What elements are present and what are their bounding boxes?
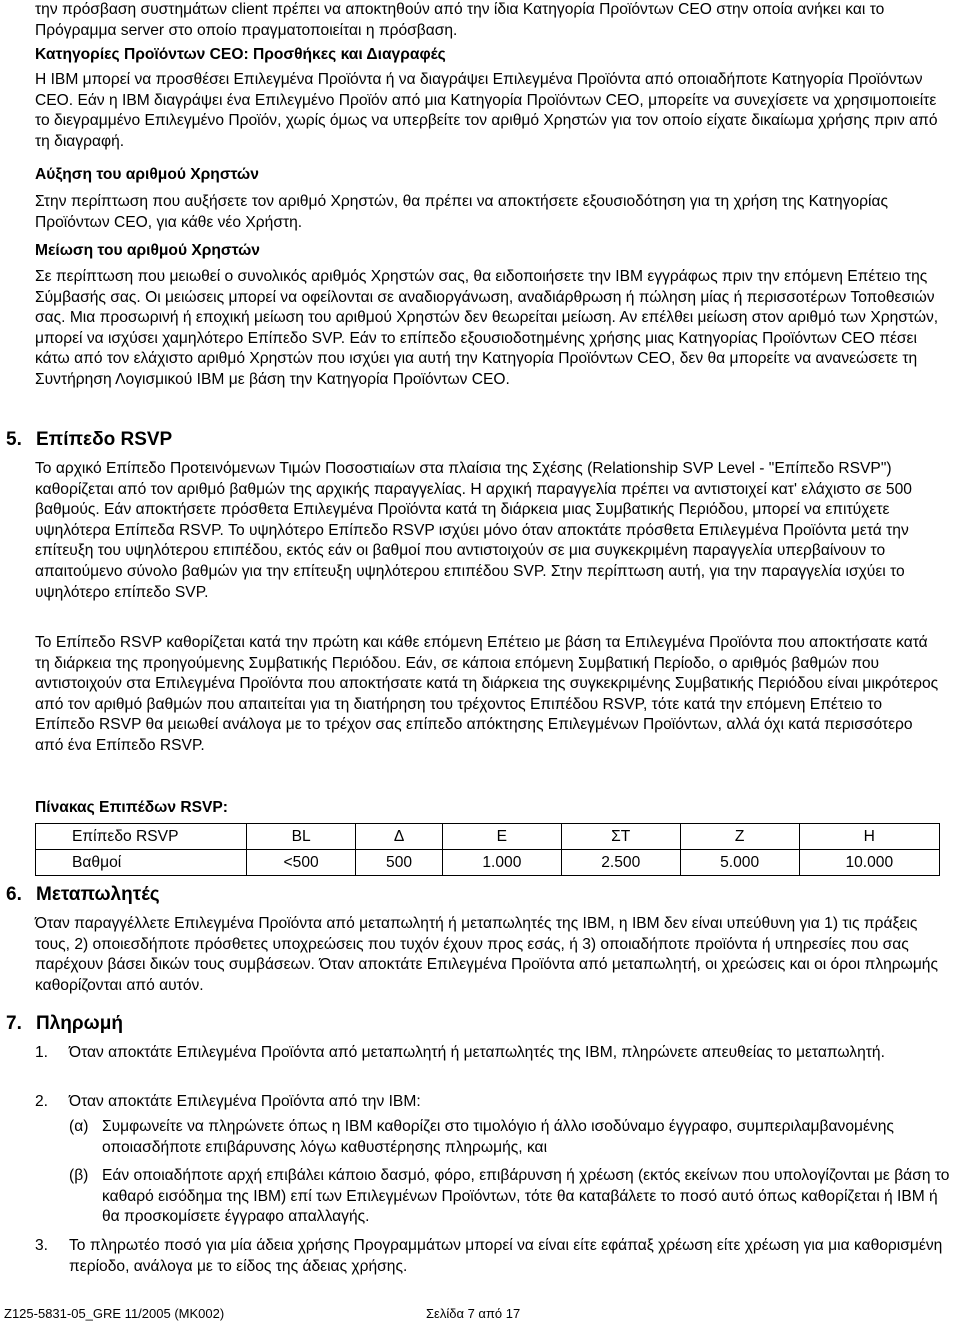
decrease-users-heading: Μείωση του αριθμού Χρηστών [35, 242, 260, 259]
section-5-number: 5. [6, 429, 22, 450]
ceo-paragraph: Η IBM μπορεί να προσθέσει Επιλεγμένα Προϊόντα ή να διαγράψει Επιλεγμένα Προϊόντα από οποιαδήποτε Κατηγορία Προϊόντων CEO. Εάν η IBM διαγράψει ένα Επιλεγμένο Προϊόν από μια Κατηγορία Προϊόντων CEO, μπορείτε να συνεχίσετε να χρησιμοποιείτε το διεγραμμένο Επιλεγμένο Προϊόν, χωρίς όμως να υπερβείτε τον αριθμό Χρηστών για τον οποίο είχατε δικαίωμα χρήσης πριν από τη διαγραφή. [35, 71, 938, 150]
sub-item: Συμφωνείτε να πληρώνετε όπως η IBM καθορίζει στο τιμολόγιο ή άλλο ισοδύναμο έγγραφο, συμπεριλαμβανομένης οποιασδήποτε επιβάρυνσης λόγω καθυστέρησης πληρωμής, και [102, 1118, 894, 1156]
sub-item-label: (β) [69, 1167, 89, 1184]
table-cell: Επίπεδο RSVP [36, 824, 247, 850]
table-cell: Δ [356, 824, 443, 850]
table-row [36, 824, 940, 850]
table-cell: 1.000 [442, 850, 561, 876]
section-6-number: 6. [6, 884, 22, 905]
footer-document-id: Z125-5831-05_GRE 11/2005 (MK002) [4, 1306, 225, 1321]
section-6-title: Μεταπωλητές [36, 884, 160, 905]
table-cell: 10.000 [799, 850, 939, 876]
table-cell: 2.500 [561, 850, 680, 876]
section-5-heading [6, 429, 172, 451]
table-row [36, 850, 940, 876]
section-7-number: 7. [6, 1013, 22, 1034]
increase-users-heading: Αύξηση του αριθμού Χρηστών [35, 166, 259, 183]
list-item: Όταν αποκτάτε Επιλεγμένα Προϊόντα από την IBM: [69, 1093, 421, 1110]
table-cell: ΣΤ [561, 824, 680, 850]
table-cell: <500 [247, 850, 356, 876]
rsvp-paragraph-2: Το Επίπεδο RSVP καθορίζεται κατά την πρώτη και κάθε επόμενη Επέτειο με βάση τα Επιλεγμένα Προϊόντα που αποκτήσατε κατά τη διάρκεια της προηγούμενης Συμβατικής Περιόδου. Εάν, σε κάποια επόμενη Συμβατική Περίοδο, ο αριθμός βαθμών που αντιστοιχούν στα Επιλεγμένα Προϊόντα που αποκτήσατε κατά τη διάρκεια της συγκεκριμένης Συμβατικής Περιόδου είναι μικρότερος από τον αριθμό βαθμών που απαιτείται για τη διατήρηση του τρέχοντος Επιπέδου RSVP, τότε κατά την επόμενη Επέτειο το Επίπεδο RSVP θα μειωθεί ανάλογα με το τρέχον σας επίπεδο απόκτησης Επιλεγμένων Προϊόντων, αλλά όχι κατά περισσότερο από ένα Επίπεδο RSVP. [35, 634, 939, 754]
rsvp-table-title: Πίνακας Επιπέδων RSVP: [35, 799, 228, 816]
section-5-title: Επίπεδο RSVP [36, 429, 173, 450]
section-7-heading [6, 1013, 123, 1035]
sub-item: Εάν οποιαδήποτε αρχή επιβάλει κάποιο δασμό, φόρο, επιβάρυνση ή χρέωση (εκτός εκείνων που υπολογίζονται με βάση το καθαρό εισόδημα της IBM) επί των Επιλεγμένων Προϊόντων, τότε θα καταβάλετε το ποσό αυτό όπως καθορίζεται ή IBM ή θα προσκομίσετε έγγραφο απαλλαγής. [102, 1167, 950, 1226]
table-cell: BL [247, 824, 356, 850]
rsvp-paragraph-1: Το αρχικό Επίπεδο Προτεινόμενων Τιμών Ποσοστιαίων στα πλαίσια της Σχέσης (Relationship SVP Level - "Επίπεδο RSVP") καθορίζεται από τον αριθμό βαθμών της αρχικής παραγγελίας. Η αρχική παραγγελία πρέπει να αντιστοιχεί κατ' ελάχιστο σε 500 βαθμούς. Εάν αποκτήσετε πρόσθετα Επιλεγμένα Προϊόντα κατά τη διάρκεια μιας Συμβατικής Περιόδου, μπορεί να επιτύχετε υψηλότερα Επίπεδα RSVP. Το υψηλότερο Επίπεδο RSVP ισχύει μόνο όταν αποκτάτε πρόσθετα Επιλεγμένα Προϊόντα μετά την επίτευξη του υψηλότερου επιπέδου, εκτός εάν οι βαθμοί που αντιστοιχούν σε μια συγκεκριμένη παραγγελία υπερβαίνουν το απαιτούμενο σύνολο βαθμών για την επίτευξη υψηλότερου επιπέδου SVP. Στην περίπτωση αυτή, για την παραγγελία ισχύει το υψηλότερο επίπεδο SVP. [35, 460, 912, 601]
list-item-number: 2. [35, 1093, 49, 1110]
sub-item-label: (α) [69, 1118, 89, 1135]
section-7-title: Πληρωμή [36, 1013, 123, 1034]
table-cell: Ε [442, 824, 561, 850]
resellers-paragraph: Όταν παραγγέλλετε Επιλεγμένα Προϊόντα από μεταπωλητή ή μεταπωλητές της IBM, η IBM δεν είναι υπεύθυνη για 1) τις πράξεις τους, 2) οποιεσδήποτε πρόσθετες υποχρεώσεις που τυχόν έχουν προς εσάς, ή 3) οποιαδήποτε προϊόντα ή υπηρεσίες που σας παρέχουν βάσει δικών τους συμβάσεων. Όταν αποκτάτε Επιλεγμένα Προϊόντα από μεταπωλητή, οι χρεώσεις και οι όροι πληρωμής καθορίζονται από αυτόν. [35, 915, 938, 994]
footer-page-number: Σελίδα 7 από 17 [426, 1306, 521, 1321]
table-cell: Βαθμοί [36, 850, 247, 876]
list-item-number: 3. [35, 1237, 49, 1254]
table-cell: 5.000 [680, 850, 799, 876]
rsvp-levels-table [35, 823, 940, 876]
decrease-users-paragraph: Σε περίπτωση που μειωθεί ο συνολικός αριθμός Χρηστών σας, θα ειδοποιήσετε την IBM εγγράφως πριν την επόμενη Επέτειο της Σύμβασής σας. Οι μειώσεις μπορεί να οφείλονται σε αναδιοργάνωση, αναδιάρθρωση ή πώληση μίας ή περισσοτέρων Τοποθεσιών σας. Μια προσωρινή ή εποχική μείωση του αριθμού Χρηστών δεν θεωρείται μείωση. Αν επέλθει μείωση στον αριθμό των Χρηστών, μπορεί να ισχύσει χαμηλότερο Επίπεδο SVP. Εάν το επίπεδο εξουσιοδοτημένης χρήσης μιας Κατηγορίας Προϊόντων CEO πέσει κάτω από τον ελάχιστο αριθμό Χρηστών που ισχύει για αυτή την Κατηγορία Προϊόντων CEO, δεν θα μπορείτε να ανανεώσετε τη Συντήρηση Λογισμικού IBM με βάση την Κατηγορία Προϊόντων CEO. [35, 268, 939, 388]
section-6-heading [6, 884, 160, 906]
list-item: Όταν αποκτάτε Επιλεγμένα Προϊόντα από μεταπωλητή ή μεταπωλητές της IBM, πληρώνετε απευθείας το μεταπωλητή. [69, 1044, 885, 1061]
increase-users-paragraph: Στην περίπτωση που αυξήσετε τον αριθμό Χρηστών, θα πρέπει να αποκτήσετε εξουσιοδότηση για τη χρήση της Κατηγορίας Προϊόντων CEO, για κάθε νέο Χρήστη. [35, 193, 888, 231]
table-cell: 500 [356, 850, 443, 876]
table-cell: Ζ [680, 824, 799, 850]
list-item-number: 1. [35, 1044, 49, 1061]
ceo-heading: Κατηγορίες Προϊόντων CEO: Προσθήκες και Διαγραφές [35, 46, 446, 63]
list-item: Το πληρωτέο ποσό για μία άδεια χρήσης Προγραμμάτων μπορεί να είναι είτε εφάπαξ χρέωση είτε χρέωση για μια καθορισμένη περίοδο, ανάλογα με το είδος της άδειας χρήσης. [69, 1237, 943, 1275]
intro-paragraph: την πρόσβαση συστημάτων client πρέπει να αποκτηθούν από την ίδια Κατηγορία Προϊόντων CEO στην οποία ανήκει και το Πρόγραμμα server στο οποίο πραγματοποιείται η πρόσβαση. [35, 1, 885, 39]
table-cell: Η [799, 824, 939, 850]
